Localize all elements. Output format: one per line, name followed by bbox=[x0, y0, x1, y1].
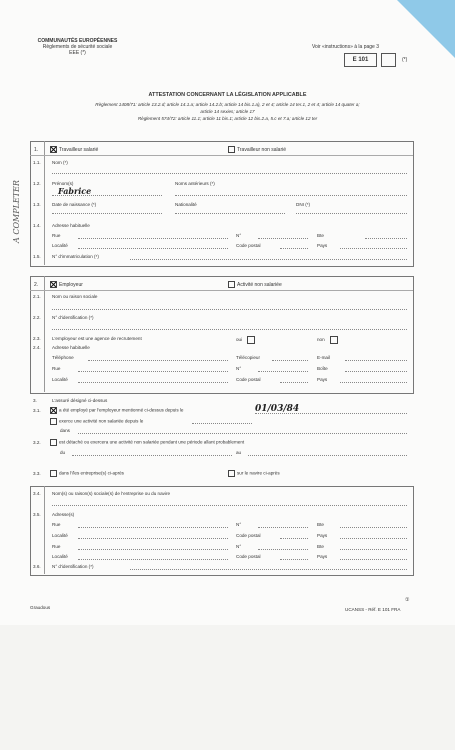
checkbox-checked-icon[interactable] bbox=[50, 146, 57, 153]
checkbox-checked-icon[interactable] bbox=[50, 281, 57, 288]
label-date-naissance: Date de naissance (*) bbox=[52, 202, 97, 207]
form-page: COMMUNAUTÉS EUROPÉENNES Règlements de sécurité sociale EEE (*) Voir «instructions» à la page 3 E 101 (*) ATTESTATION CONCERNANT LA LÉGISLATION APPLICABLE Règlement 1408/71: article 13.2.d; article 14.1.a; article 14.2.b; article 14 bis.1.a), 2 et 4; article 14 ter.1, 2 et 4; article 14 quater a; article 14 sexies; article 17 Règlement 574/72: article 11.1; article 11 bis.1; article 12 bis.2.a, 5.c et 7.a; article 12 ter A COMPLETER 1. Travailleur salarié Travailleur non salarié 1.1. Nom (*) 1.2. Prénom(s) Fabrice Noms antérieurs (*) 1.3. Date de naissance (*) Nationalité DNI (*) 1.4. Adresse habituelle Rue N° Bte Localité Code postal Pays 1.5. N° d'immatriculation (*) 2. Employeur Activité non salariée 2.1. Nom ou raison sociale 2.2. N° d'identification (*) 2.3. L'employeur est une agence de recrutement oui non 2.4. Adresse habituelle Téléphone Télécopieur E-mail Rue N° Boîte Localité Code postal Pays 3. L'assuré désigné ci-dessus 3.1. a été employé par l'employeur mentionné ci-dessus depuis le 01/03/84 exerce une activité non salariée depuis le dans 3.2. est détaché ou exercera une activité non salariée pendant une période allant probablement du au 3.3. dans l'/les entreprise(s) ci-après sur le navire ci-après 3.4. Nom(s) ou raison(s) sociale(s) de l'entreprise ou du navire 3.5. Adresse(s) Rue N° Bte Localité Code postal Pays Rue N° Bte Localité Code postal Pays 3.6. N° d'identification (*) Graudous ① UCANSS - Réf. E 101 FRA bbox=[0, 0, 455, 625]
checkbox-checked-icon[interactable] bbox=[50, 407, 57, 414]
checkbox-icon[interactable] bbox=[330, 336, 338, 344]
option-exerce-depuis[interactable]: exerce une activité non salariée depuis le bbox=[50, 418, 143, 425]
label-noms-anterieurs: Noms antérieurs (*) bbox=[175, 181, 215, 186]
footer-left: Graudous bbox=[30, 605, 51, 610]
checkbox-icon[interactable] bbox=[50, 439, 57, 446]
regulation-line-1: Règlement 1408/71: article 13.2.d; article 14.1.a; article 14.2.b; article 14 bis.1.a), 2 et 4; article 14 ter.1, 2 et 4; article 14 quater a; bbox=[95, 102, 360, 107]
page-number: ① bbox=[405, 597, 410, 603]
regulation-line-3: Règlement 574/72: article 11.1; article 11 bis.1; article 12 bis.2.a, 5.c et 7.a; article 12 ter bbox=[137, 116, 318, 121]
form-code-check[interactable] bbox=[381, 53, 396, 67]
label-immatriculation: N° d'immatriculation (*) bbox=[52, 254, 99, 259]
form-code: E 101 bbox=[352, 57, 369, 63]
date-depuis-value[interactable]: 01/03/84 bbox=[255, 404, 300, 414]
footer-reference: UCANSS - Réf. E 101 FRA bbox=[345, 607, 401, 612]
option-oui[interactable]: oui bbox=[236, 336, 257, 344]
org-name: COMMUNAUTÉS EUROPÉENNES bbox=[37, 38, 118, 44]
regulation-line-2: article 14 sexies; article 17 bbox=[200, 109, 255, 114]
checkbox-icon[interactable] bbox=[228, 281, 235, 288]
prenom-value[interactable]: Fabrice bbox=[58, 186, 92, 196]
label-nationalite: Nationalité bbox=[175, 202, 197, 207]
label-nom: Nom (*) bbox=[52, 160, 68, 165]
corner-tab bbox=[397, 0, 455, 58]
side-note: A COMPLETER bbox=[12, 180, 21, 243]
form-code-box bbox=[344, 53, 377, 67]
checkbox-icon[interactable] bbox=[228, 146, 235, 153]
option-entreprises[interactable]: dans l'/les entreprise(s) ci-après bbox=[50, 470, 124, 477]
checkbox-icon[interactable] bbox=[50, 470, 57, 477]
checkbox-icon[interactable] bbox=[50, 418, 57, 425]
option-travailleur-non-salarie[interactable]: Travailleur non salarié bbox=[228, 146, 286, 153]
label-agence: L'employeur est une agence de recrutement bbox=[52, 336, 142, 341]
checkbox-icon[interactable] bbox=[247, 336, 255, 344]
field-nom[interactable] bbox=[52, 173, 407, 174]
option-activite-non-salariee[interactable]: Activité non salariée bbox=[228, 281, 282, 288]
form-code-asterisk: (*) bbox=[402, 57, 408, 63]
label-dni: DNI (*) bbox=[296, 202, 311, 207]
label-adresses: Adresse(s) bbox=[52, 512, 75, 517]
page-title: ATTESTATION CONCERNANT LA LÉGISLATION APPLICABLE bbox=[148, 92, 307, 98]
label-assure: L'assuré désigné ci-dessus bbox=[52, 398, 108, 403]
label-identification-entreprise: N° d'identification (*) bbox=[52, 564, 94, 569]
option-detache[interactable]: est détaché ou exercera une activité non salariée pendant une période allant probablement bbox=[50, 439, 244, 446]
label-nom-raison: Nom ou raison sociale bbox=[52, 294, 98, 299]
label-prenom: Prénom(s) bbox=[52, 181, 74, 186]
option-employe-depuis[interactable]: a été employé par l'employeur mentionné ci-dessus depuis le bbox=[50, 407, 183, 414]
option-non[interactable]: non bbox=[317, 336, 340, 344]
label-adresse: Adresse habituelle bbox=[52, 223, 90, 228]
label-identification: N° d'identification (*) bbox=[52, 315, 94, 320]
option-travailleur-salarie[interactable]: Travailleur salarié bbox=[50, 146, 98, 153]
instructions-note: Voir «instructions» à la page 3 bbox=[312, 44, 379, 50]
section-1-num: 1. bbox=[34, 147, 39, 153]
org-regulations: Règlements de sécurité sociale bbox=[42, 44, 113, 50]
checkbox-icon[interactable] bbox=[228, 470, 235, 477]
label-nom-entreprise: Nom(s) ou raison(s) sociale(s) de l'entreprise ou du navire bbox=[52, 491, 171, 496]
option-navire[interactable]: sur le navire ci-après bbox=[228, 470, 280, 477]
option-employeur[interactable]: Employeur bbox=[50, 281, 83, 288]
label-adresse-employeur: Adresse habituelle bbox=[52, 345, 90, 350]
section-3-company bbox=[30, 486, 414, 576]
org-eee: EEE (*) bbox=[69, 50, 86, 56]
